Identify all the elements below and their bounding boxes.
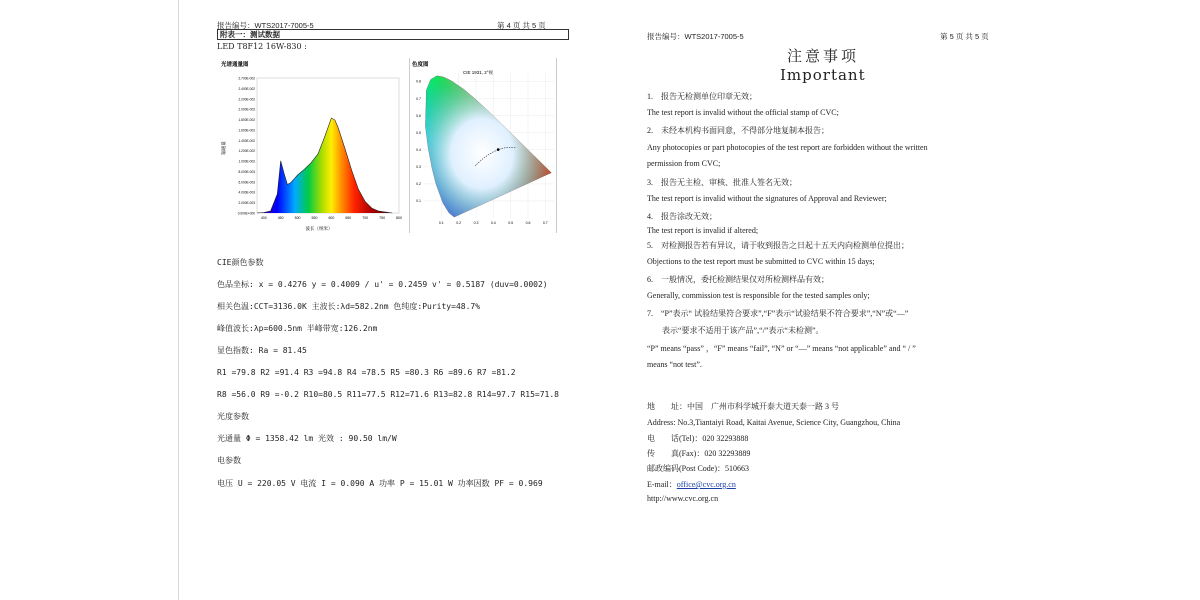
spectrum-y-tick: 1.400E-002 <box>238 138 255 143</box>
spectrum-y-tick: 2.000E-003 <box>238 201 255 206</box>
chromaticity-points <box>497 148 500 151</box>
notice-line: 表示“要求不适用于该产品”,“/”表示“未检测”。 <box>662 326 824 335</box>
chromaticity-chart <box>409 58 557 233</box>
spectrum-title: 光谱通量图 <box>221 62 249 68</box>
r1-r7-line: R1 =79.8 R2 =91.4 R3 =94.8 R4 =78.5 R5 =80.3 R6 =89.6 R7 =81.2 <box>217 368 516 377</box>
spectrum-area <box>257 118 392 213</box>
spectrum-y-tick: 1.800E-002 <box>238 118 255 123</box>
flux-line: 光通量 Φ = 1358.42 lm 光效 : 90.50 lm/W <box>217 434 397 443</box>
notice-title-en: Important <box>780 66 866 84</box>
cie-x-tick: 0.3 <box>473 221 479 225</box>
cie-y-tick: 0.8 <box>416 79 421 84</box>
ra-line: 显色指数: Ra = 81.45 <box>217 346 307 355</box>
cie-x-tick: 0.1 <box>438 221 444 225</box>
spectrum-y-tick: 1.200E-002 <box>238 149 255 154</box>
spectrum-x-ticks <box>261 216 402 220</box>
cie-x-tick: 0.4 <box>490 221 496 225</box>
spectrum-x-tick: 700 <box>362 216 369 220</box>
fax: 传 真(Fax)：020 32293889 <box>647 449 751 458</box>
peak-wavelength-line: 峰值波长:λp=600.5nm 半峰带宽:126.2nm <box>217 324 378 333</box>
email-row <box>647 479 736 490</box>
cie-x-tick: 0.6 <box>525 221 531 225</box>
cie-y-tick: 0.7 <box>416 96 421 101</box>
chromaticity-coords: 色品坐标: x = 0.4276 y = 0.4009 / u' = 0.2459 v' = 0.5187 (duv=0.0002) <box>217 280 548 289</box>
address-en: Address: No.3,Tiantaiyi Road, Kaitai Avenue, Science City, Guangzhou, China <box>647 418 901 427</box>
chromaticity-point <box>497 148 500 151</box>
r8-r15-line: R8 =56.0 R9 =-0.2 R10=80.5 R11=77.5 R12=71.6 R13=82.8 R14=97.7 R15=71.8 <box>217 390 559 399</box>
post-code: 邮政编码(Post Code)：510663 <box>647 464 749 473</box>
notice-line: 2. 未经本机构书面同意，不得部分地复制本报告； <box>647 126 829 135</box>
notice-line: 5. 对检测报告若有异议，请于收到报告之日起十五天内向检测单位提出； <box>647 241 909 250</box>
notice-line: 1. 报告无检测单位印章无效； <box>647 92 757 101</box>
spectrum-x-tick: 750 <box>379 216 386 220</box>
spectrum-y-tick: 2.200E-002 <box>238 97 255 102</box>
cie-x-tick: 0.2 <box>456 221 462 225</box>
chromaticity-svg <box>410 58 556 233</box>
spectrum-y-tick: 2.000E-002 <box>238 107 255 112</box>
cie-y-tick: 0.3 <box>416 165 421 170</box>
notice-line: Generally, commission test is responsible for the tested samples only; <box>647 291 870 300</box>
spectrum-x-label: 波长（纳米） <box>305 226 333 231</box>
notice-line: 4. 报告涂改无效； <box>647 212 717 221</box>
notice-line: The test report is invalid without the signatures of Approval and Reviewer; <box>647 194 887 203</box>
electrical-line: 电压 U = 220.05 V 电流 I = 0.090 A 功率 P = 15.01 W 功率因数 PF = 0.969 <box>217 479 543 488</box>
notice-line: Objections to the test report must be submitted to CVC within 15 days; <box>647 257 875 266</box>
telephone: 电 话(Tel)：020 32293888 <box>647 434 749 443</box>
electrical-header: 电参数 <box>217 456 241 465</box>
cct-line: 相关色温:CCT=3136.0K 主波长:λd=582.2nm 色纯度:Purity=48.7% <box>217 302 481 311</box>
spectrum-y-tick: 1.000E-002 <box>238 159 255 164</box>
cie-header: CIE颜色参数 <box>217 258 264 267</box>
cie-x-tick: 0.7 <box>542 221 548 225</box>
spectrum-svg <box>219 58 405 233</box>
notice-line: The test report is invalid without the official stamp of CVC; <box>647 108 839 117</box>
page-number-right: 第 5 页 共 5 页 <box>940 32 989 41</box>
notice-line: 7. “P”表示“ 试验结果符合要求”,“F”表示“试验结果不符合要求”,“N”或“—” <box>647 309 909 318</box>
spectrum-y-tick: 6.000E-003 <box>238 180 255 185</box>
spectral-locus-white <box>425 76 551 217</box>
report-number-right: 报告编号：WTS2017-7005-5 <box>647 32 744 41</box>
spectrum-y-tick: 8.000E-003 <box>238 169 255 174</box>
spectrum-x-tick: 550 <box>311 216 318 220</box>
notice-line: 3. 报告无主检、审核、批准人签名无效； <box>647 178 797 187</box>
spectrum-x-tick: 650 <box>345 216 352 220</box>
notice-title-cn: 注意事项 <box>787 47 860 65</box>
report-page-4 <box>178 0 592 600</box>
chromaticity-title: 色度图 <box>412 62 429 68</box>
spectrum-y-ticks <box>238 77 256 216</box>
notice-line: permission from CVC; <box>647 159 721 168</box>
spectrum-x-tick: 450 <box>277 216 284 220</box>
cie-y-tick: 0.4 <box>416 147 421 152</box>
website[interactable]: http://www.cvc.org.cn <box>647 494 719 503</box>
cie-y-tick: 0.1 <box>416 199 421 204</box>
report-page-5 <box>600 0 1020 600</box>
spectrum-y-tick: 0.000E+000 <box>237 211 255 216</box>
appendix-title: 附表一：测试数据 <box>217 29 569 40</box>
notice-line: means “not test”. <box>647 360 702 369</box>
cie-y-tick: 0.5 <box>416 130 421 135</box>
notice-line: 6. 一般情况，委托检测结果仅对所检测样品有效； <box>647 275 829 284</box>
email-label: E-mail： <box>647 480 677 489</box>
notice-line: The test report is invalid if altered; <box>647 226 759 235</box>
spectrum-y-tick: 1.600E-002 <box>238 128 255 133</box>
spectrum-x-tick: 500 <box>294 216 301 220</box>
email-link[interactable]: office@cvc.org.cn <box>676 480 736 489</box>
spectrum-chart <box>219 58 405 233</box>
spectrum-y-tick: 2.700E-002 <box>238 76 255 81</box>
lamp-model: LED T8F12 16W-830 : <box>217 42 307 51</box>
spectrum-x-tick: 400 <box>260 216 267 220</box>
cie-y-tick: 0.6 <box>416 113 421 118</box>
address-cn: 地 址：中国 广州市科学城开泰大道天泰一路 3 号 <box>647 402 839 411</box>
chromaticity-subtitle: CIE 1931, 2°视 <box>462 70 494 75</box>
photometric-header: 光度参数 <box>217 412 249 421</box>
report-number: 报告编号：WTS2017-7005-5 <box>217 21 314 30</box>
cie-x-tick: 0.5 <box>508 221 514 225</box>
spectrum-y-tick: 4.000E-003 <box>238 190 255 195</box>
spectrum-y-tick: 2.400E-002 <box>238 86 255 91</box>
page-number: 第 4 页 共 5 页 <box>497 21 546 30</box>
notice-line: “P” means “pass” ，“F” means “fail”, “N” or “—” means “not applicable” and “ / ” <box>647 344 916 353</box>
spectrum-y-label: 辐通量 <box>221 141 226 155</box>
spectrum-x-tick: 600 <box>328 216 335 220</box>
cie-y-tick: 0.2 <box>416 182 421 187</box>
notice-line: Any photocopies or part photocopies of the test report are forbidden without the written <box>647 143 928 152</box>
spectrum-x-tick: 800 <box>396 216 402 220</box>
